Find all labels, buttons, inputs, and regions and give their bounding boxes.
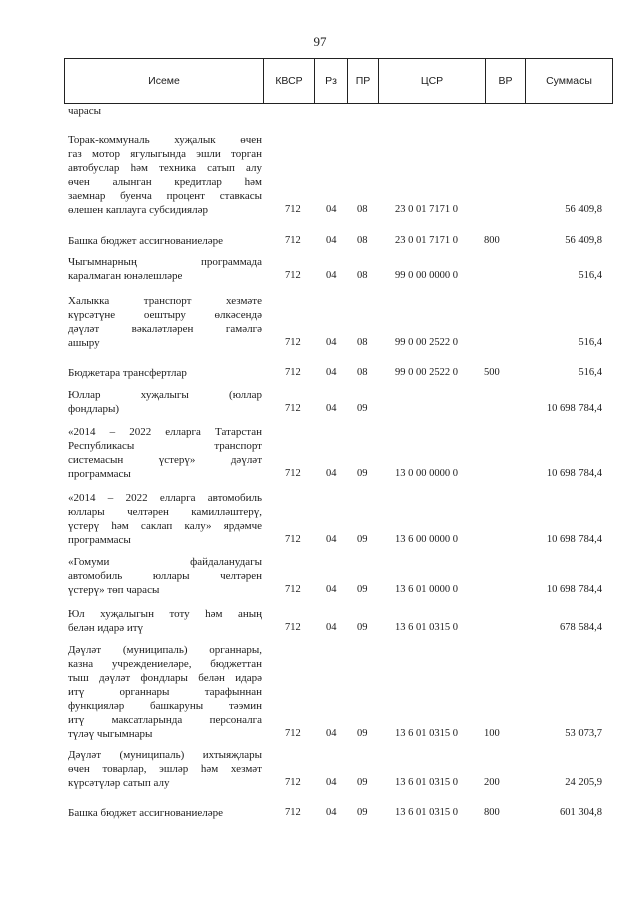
- cell-rz: 04: [326, 204, 337, 215]
- cell-csr: 13 6 01 0315 0: [395, 622, 458, 633]
- row-name-line: белән идарә итү: [68, 622, 144, 634]
- row-name-line: программасы: [68, 534, 131, 546]
- row-name-line: Дәүләт (муниципаль) ихтыяҗлары: [68, 749, 262, 761]
- cell-rz: 04: [326, 584, 337, 595]
- row-name-line: Башка бюджет ассигнованиеләре: [68, 235, 223, 247]
- cell-sum: 516,4: [578, 367, 602, 378]
- row-name-line: казна учреждениеләре, бюджеттан: [68, 658, 262, 670]
- row-name-line: Халыкка транспорт хезмәте: [68, 295, 262, 307]
- table-row: [0, 555, 640, 597]
- table-row: [0, 294, 640, 350]
- row-name-line: Башка бюджет ассигнованиеләре: [68, 807, 223, 819]
- row-name-line: тыш дәүләт фондлары белән идарә: [68, 672, 262, 684]
- cell-rz: 04: [326, 777, 337, 788]
- cell-sum: 24 205,9: [565, 777, 602, 788]
- header-name: Исеме: [65, 59, 264, 103]
- cell-vr: 200: [484, 777, 500, 788]
- cell-rz: 04: [326, 468, 337, 479]
- row-codes: [0, 621, 640, 635]
- cell-rz: 04: [326, 367, 337, 378]
- row-name-line: Торак-коммуналь хуҗалык өчен: [68, 134, 262, 146]
- carry-over-text: чарасы: [68, 105, 102, 117]
- row-name-line: юллары челтәрен камилләштерү,: [68, 506, 262, 518]
- row-codes: [0, 806, 640, 820]
- row-codes: [0, 336, 640, 350]
- row-name-line: күрсәтүләр сатып алу: [68, 777, 170, 789]
- cell-pr: 09: [357, 807, 368, 818]
- cell-sum: 10 698 784,4: [546, 468, 602, 479]
- cell-pr: 08: [357, 235, 368, 246]
- cell-csr: 13 6 01 0315 0: [395, 777, 458, 788]
- row-name-line: автомобиль юллары челтәрен: [68, 570, 262, 582]
- cell-pr: 08: [357, 270, 368, 281]
- row-name-line: «2014 – 2022 елларга Татарстан: [68, 426, 262, 438]
- row-codes: [0, 727, 640, 741]
- cell-rz: 04: [326, 534, 337, 545]
- cell-csr: 99 0 00 2522 0: [395, 337, 458, 348]
- row-name-line: итү органнары тарафыннан: [68, 686, 262, 698]
- table-row: [0, 607, 640, 635]
- table-row: [0, 491, 640, 547]
- row-name-line: каралмаган юнәлешләре: [68, 270, 183, 282]
- cell-sum: 53 073,7: [565, 728, 602, 739]
- cell-csr: 13 6 01 0315 0: [395, 728, 458, 739]
- row-codes: [0, 467, 640, 481]
- cell-pr: 08: [357, 204, 368, 215]
- row-name-line: өчен товарлар, эшләр һәм хезмәт: [68, 763, 262, 775]
- table-row: [0, 643, 640, 741]
- row-name-line: Бюджетара трансфертлар: [68, 367, 187, 379]
- cell-pr: 09: [357, 728, 368, 739]
- cell-rz: 04: [326, 807, 337, 818]
- cell-sum: 516,4: [578, 270, 602, 281]
- cell-kvsr: 712: [285, 403, 301, 414]
- cell-rz: 04: [326, 337, 337, 348]
- header-rz: Рз: [315, 59, 348, 103]
- row-codes: [0, 776, 640, 790]
- cell-pr: 09: [357, 403, 368, 414]
- cell-csr: 13 6 00 0000 0: [395, 534, 458, 545]
- row-name-line: өлешен каплауга субсидияләр: [68, 204, 208, 216]
- row-name-line: программасы: [68, 468, 131, 480]
- row-name-line: фондлары): [68, 403, 120, 415]
- cell-sum: 10 698 784,4: [546, 584, 602, 595]
- cell-rz: 04: [326, 403, 337, 414]
- cell-kvsr: 712: [285, 807, 301, 818]
- cell-pr: 09: [357, 777, 368, 788]
- carry-over-row: [0, 104, 640, 118]
- row-name-line: үстерү һәм саклап калу» ярдәмче: [68, 520, 262, 532]
- cell-vr: 100: [484, 728, 500, 739]
- row-codes: [0, 533, 640, 547]
- row-name-line: газ мотор ягулыгында эшли торган: [68, 148, 262, 160]
- cell-kvsr: 712: [285, 622, 301, 633]
- row-codes: [0, 269, 640, 283]
- cell-pr: 09: [357, 622, 368, 633]
- cell-csr: 13 6 01 0000 0: [395, 584, 458, 595]
- row-codes: [0, 203, 640, 217]
- table-row: [0, 388, 640, 416]
- row-name-line: функцияләр башкаруны тәэмин: [68, 700, 262, 712]
- cell-sum: 601 304,8: [560, 807, 602, 818]
- row-codes: [0, 583, 640, 597]
- row-name-line: Юл хуҗалыгын тоту һәм аның: [68, 608, 262, 620]
- cell-kvsr: 712: [285, 367, 301, 378]
- cell-sum: 678 584,4: [560, 622, 602, 633]
- cell-vr: 800: [484, 235, 500, 246]
- cell-kvsr: 712: [285, 235, 301, 246]
- cell-csr: 23 0 01 7171 0: [395, 235, 458, 246]
- cell-kvsr: 712: [285, 204, 301, 215]
- cell-pr: 08: [357, 367, 368, 378]
- row-name-line: автобуслар һәм техника сатып алу: [68, 162, 262, 174]
- row-codes: [0, 234, 640, 248]
- cell-pr: 09: [357, 584, 368, 595]
- cell-sum: 516,4: [578, 337, 602, 348]
- table-row: [0, 255, 640, 283]
- header-csr: ЦСР: [379, 59, 486, 103]
- header-sum: Суммасы: [546, 75, 592, 87]
- row-name-line: өчен алынган кредитлар һәм: [68, 176, 262, 188]
- row-name-line: күрсәтүне оештыру өлкәсендә: [68, 309, 262, 321]
- row-name-line: дәүләт вәкаләтләрен гамәлгә: [68, 323, 262, 335]
- row-codes: [0, 366, 640, 380]
- header-vr: ВР: [486, 59, 526, 103]
- cell-kvsr: 712: [285, 270, 301, 281]
- row-name-line: Дәүләт (муниципаль) органнары,: [68, 644, 262, 656]
- cell-kvsr: 712: [285, 468, 301, 479]
- cell-kvsr: 712: [285, 337, 301, 348]
- table-row: [0, 748, 640, 790]
- row-name-line: «Гомуми файдаланудагы: [68, 556, 262, 568]
- table-header: [64, 58, 613, 104]
- cell-kvsr: 712: [285, 534, 301, 545]
- table-row: [0, 806, 640, 820]
- cell-vr: 800: [484, 807, 500, 818]
- row-name-line: үстерү» төп чарасы: [68, 584, 160, 596]
- row-name-line: ашыру: [68, 337, 100, 349]
- cell-rz: 04: [326, 270, 337, 281]
- header-pr: ПР: [348, 59, 379, 103]
- cell-sum: 56 409,8: [565, 204, 602, 215]
- cell-csr: 23 0 01 7171 0: [395, 204, 458, 215]
- cell-kvsr: 712: [285, 584, 301, 595]
- cell-csr: 99 0 00 2522 0: [395, 367, 458, 378]
- cell-rz: 04: [326, 235, 337, 246]
- cell-sum: 10 698 784,4: [546, 534, 602, 545]
- row-name-line: Юллар хуҗалыгы (юллар: [68, 389, 262, 401]
- table-row: [0, 234, 640, 248]
- row-name-line: итү максатларында персоналга: [68, 714, 262, 726]
- cell-csr: 13 0 00 0000 0: [395, 468, 458, 479]
- cell-sum: 56 409,8: [565, 235, 602, 246]
- cell-vr: 500: [484, 367, 500, 378]
- table-row: [0, 366, 640, 380]
- cell-pr: 08: [357, 337, 368, 348]
- row-name-line: Чыгымнарның программада: [68, 256, 262, 268]
- row-name-line: Республикасы транспорт: [68, 440, 262, 452]
- cell-rz: 04: [326, 728, 337, 739]
- row-name-line: түләү чыгымнары: [68, 728, 153, 740]
- cell-rz: 04: [326, 622, 337, 633]
- row-name-line: заемнар буенча процент ставкасы: [68, 190, 262, 202]
- page-number: 97: [313, 34, 327, 49]
- cell-sum: 10 698 784,4: [546, 403, 602, 414]
- row-name-line: системасын үстерү» дәүләт: [68, 454, 262, 466]
- row-name-line: «2014 – 2022 елларга автомобиль: [68, 492, 262, 504]
- cell-pr: 09: [357, 534, 368, 545]
- cell-kvsr: 712: [285, 728, 301, 739]
- cell-csr: 13 6 01 0315 0: [395, 807, 458, 818]
- table-row: [0, 425, 640, 481]
- table-row: [0, 133, 640, 217]
- cell-csr: 99 0 00 0000 0: [395, 270, 458, 281]
- header-kvsr: КВСР: [264, 59, 315, 103]
- row-codes: [0, 402, 640, 416]
- cell-pr: 09: [357, 468, 368, 479]
- cell-kvsr: 712: [285, 777, 301, 788]
